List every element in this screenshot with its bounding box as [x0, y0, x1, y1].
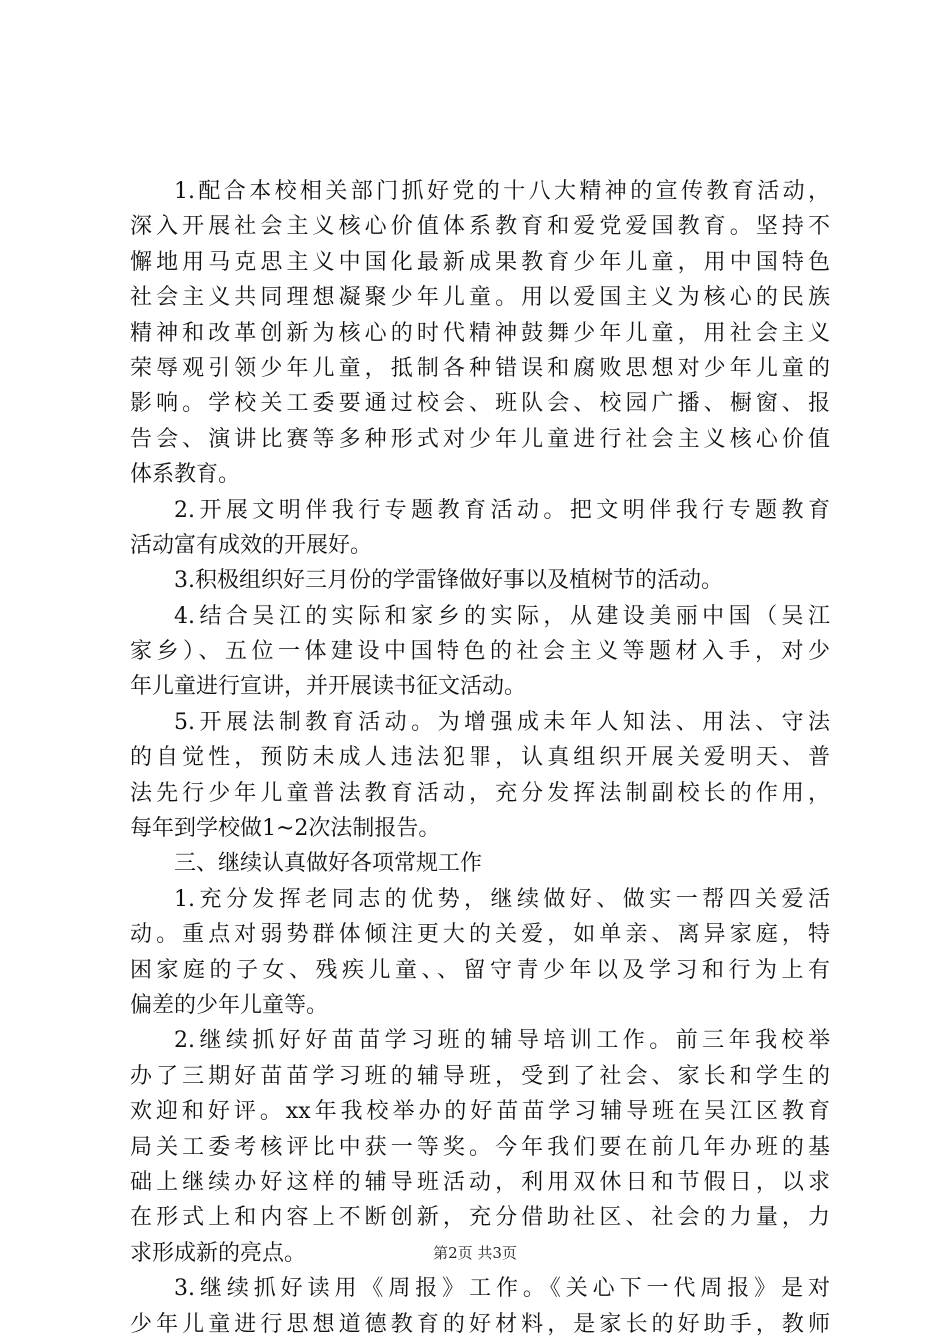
text-line: 家乡）、五位一体建设中国特色的社会主义等题材入手，对少 — [130, 639, 830, 665]
text-line: 年儿童进行宣讲，并开展读书征文活动。 — [130, 674, 527, 700]
text-line: 动。重点对弱势群体倾注更大的关爱，如单亲、离异家庭，特 — [130, 922, 830, 948]
text-line: 法先行少年儿童普法教育活动，充分发挥法制副校长的作用， — [130, 780, 830, 806]
text-line: 欢迎和好评。xx年我校举办的好苗苗学习辅导班在吴江区教育 — [130, 1099, 830, 1125]
text-line: 社会主义共同理想凝聚少年儿童。用以爱国主义为核心的民族 — [130, 285, 830, 311]
text-line: 深入开展社会主义核心价值体系教育和爱党爱国教育。坚持不 — [130, 214, 830, 240]
text-line: 局关工委考核评比中获一等奖。今年我们要在前几年办班的基 — [130, 1134, 830, 1160]
page-footer: 第2页 共3页 — [433, 1244, 517, 1262]
text-line: 告会、演讲比赛等多种形式对少年儿童进行社会主义核心价值 — [130, 426, 830, 452]
text-line: 偏差的少年儿童等。 — [130, 992, 329, 1018]
text-line: 4.结合吴江的实际和家乡的实际，从建设美丽中国（吴江 — [174, 603, 830, 629]
text-line: 1.充分发挥老同志的优势，继续做好、做实一帮四关爱活 — [174, 886, 830, 912]
text-line: 办了三期好苗苗学习班的辅导班，受到了社会、家长和学生的 — [130, 1063, 830, 1089]
text-line: 础上继续办好这样的辅导班活动，利用双休日和节假日，以求 — [130, 1169, 830, 1195]
text-line: 体系教育。 — [130, 462, 241, 488]
text-line: 在形式上和内容上不断创新，充分借助社区、社会的力量，力 — [130, 1205, 830, 1231]
text-line: 少年儿童进行思想道德教育的好材料，是家长的好助手，教师 — [130, 1311, 830, 1337]
text-line: 求形成新的亮点。 — [130, 1240, 307, 1266]
text-line: 的自觉性，预防未成人违法犯罪，认真组织开展关爱明天、普 — [130, 745, 830, 771]
text-line: 5.开展法制教育活动。为增强成未年人知法、用法、守法 — [174, 709, 830, 735]
text-line: 3.继续抓好读用《周报》工作。《关心下一代周报》是对 — [174, 1276, 830, 1302]
text-line: 影响。学校关工委要通过校会、班队会、校园广播、橱窗、报 — [130, 391, 830, 417]
text-line: 1.配合本校相关部门抓好党的十八大精神的宣传教育活动， — [174, 179, 830, 204]
document-body — [130, 174, 830, 1342]
text-line: 活动富有成效的开展好。 — [130, 532, 373, 558]
text-line: 三、继续认真做好各项常规工作 — [174, 851, 483, 877]
text-line: 2.继续抓好好苗苗学习班的辅导培训工作。前三年我校举 — [174, 1028, 830, 1054]
text-line: 2.开展文明伴我行专题教育活动。把文明伴我行专题教育 — [174, 497, 830, 523]
text-line: 3.积极组织好三月份的学雷锋做好事以及植树节的活动。 — [174, 568, 723, 594]
text-line: 荣辱观引领少年儿童，抵制各种错误和腐败思想对少年儿童的 — [130, 355, 830, 381]
text-line: 懈地用马克思主义中国化最新成果教育少年儿童，用中国特色 — [130, 249, 830, 275]
text-line: 精神和改革创新为核心的时代精神鼓舞少年儿童，用社会主义 — [130, 320, 830, 346]
text-line: 每年到学校做1~2次法制报告。 — [130, 816, 441, 842]
text-line: 困家庭的子女、残疾儿童、、留守青少年以及学习和行为上有 — [130, 957, 830, 983]
